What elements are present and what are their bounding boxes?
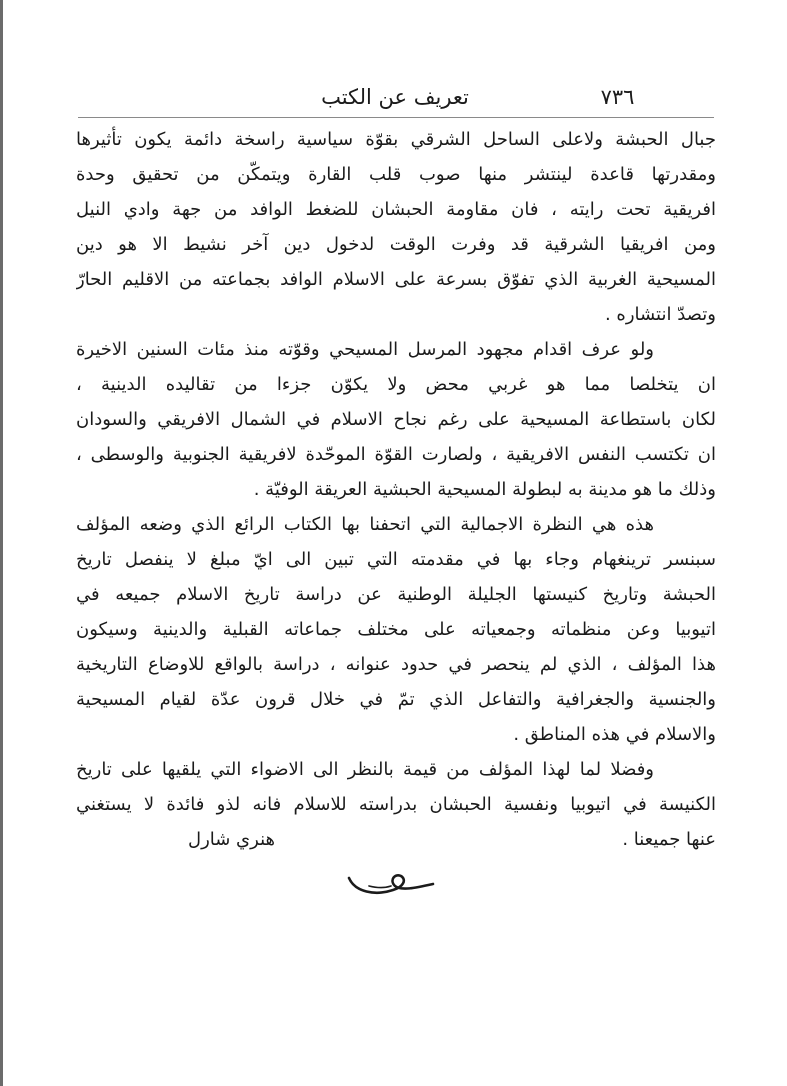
text-line: والجنسية والجغرافية والتفاعل الذي تمّ في خلال قرون عدّة لقيام المسيحية: [76, 689, 716, 710]
text-line: ان تكتسب النفس الافريقية ، ولصارت القوّة الموحّدة لافريقية الجنوبية والوسطى ،: [76, 444, 716, 465]
text-line: لكان باستطاعة المسيحية على رغم نجاح الاسلام في الشمال الافريقي والسودان: [76, 409, 716, 430]
text-line: وتصدّ انتشاره .: [604, 304, 716, 325]
text-line: ان يتخلصا مما هو غربي محض ولا يكوّن جزءا من تقاليده الدينية ،: [76, 374, 716, 395]
text-line: هذا المؤلف ، الذي لم ينحصر في حدود عنوانه ، دراسة بالواقع للاوضاع التاريخية: [76, 654, 716, 675]
closing-text: عنها جميعنا .: [622, 829, 716, 850]
paragraph: [76, 332, 716, 507]
page-number: ٧٣٦: [600, 85, 635, 109]
text-line: هذه هي النظرة الاجمالية التي اتحفنا بها الكتاب الرائع الذي وضعه المؤلف: [76, 514, 654, 535]
text-line: ولو عرف اقدام مجهود المرسل المسيحي وقوّته منذ مئات السنين الاخيرة: [76, 339, 654, 360]
text-line: سبنسر ترينغهام وجاء بها في مقدمته التي تبين الى ايّ مبلغ لا ينفصل تاريخ: [76, 549, 716, 570]
text-line: ومقدرتها قاعدة لينتشر منها صوب قلب القارة ويتمكّن من تحقيق وحدة: [76, 164, 716, 185]
text-line: المسيحية الغربية الذي تفوّق بسرعة على الاسلام الوافد بجماعته من الاقليم الحارّ: [76, 269, 716, 290]
text-line: اتيوبيا وعن منظماته وجمعياته على مختلف جماعاته القبلية والدينية وسيكون: [76, 619, 716, 640]
scan-edge: [0, 0, 3, 1086]
text-line: افريقية تحت رايته ، فان مقاومة الحبشان للضغط الوافد من جهة وادي النيل: [76, 199, 716, 220]
text-line: جبال الحبشة ولاعلى الساحل الشرقي بقوّة سياسية راسخة دائمة يكون تأثيرها: [76, 129, 716, 150]
body-text: [76, 122, 716, 857]
author-signature: هنري شارل: [188, 829, 276, 850]
paragraph: [76, 122, 716, 332]
closing-line: [76, 822, 716, 857]
text-line: وذلك ما هو مدينة به لبطولة المسيحية الحبشية العريقة الوفيّة .: [253, 479, 716, 500]
text-line: ومن افريقيا الشرقية قد وفرت الوقت لدخول دين آخر نشيط الا هو دين: [76, 234, 716, 255]
header-rule: [78, 117, 714, 118]
text-line: والاسلام في هذه المناطق .: [513, 724, 716, 745]
paragraph: [76, 752, 716, 822]
paragraph: [76, 507, 716, 752]
ornament-flourish: [345, 862, 437, 902]
text-line: وفضلا لما لهذا المؤلف من قيمة بالنظر الى الاضواء التي يلقيها على تاريخ: [76, 759, 654, 780]
text-line: الكنيسة في اتيوبيا ونفسية الحبشان بدراسته للاسلام فانه لذو فائدة لا يستغني: [76, 794, 716, 815]
text-line: الحبشة وتاريخ كنيستها الجليلة الوطنية عن دراسة تاريخ الاسلام جميعه في: [76, 584, 716, 605]
running-header-title: تعريف عن الكتب: [321, 85, 469, 109]
flourish-stroke: [349, 875, 433, 892]
flourish-dash: [369, 886, 391, 888]
